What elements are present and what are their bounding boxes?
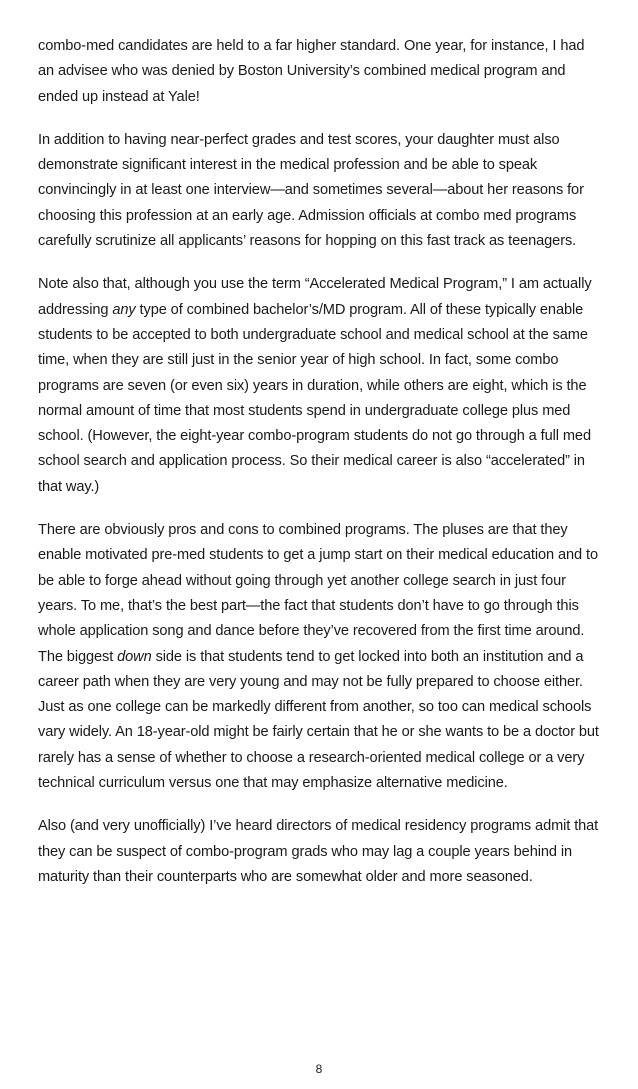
paragraph-5: [38, 814, 600, 890]
paragraph-text: In addition to having near-perfect grades and test scores, your daughter must also demonstrate significant interest in the medical profession and be able to speak convincingly in at least one interview—and sometimes several—about her reasons for choosing this profession at an early age. Admission officials at combo med programs carefully scrutinize all applicants’ reasons for hopping on this fast track as teenagers.: [38, 131, 584, 250]
paragraph-text: There are obviously pros and cons to combined programs. The pluses are that they enable motivated pre-med students to get a jump start on their medical education and to be able to forge ahead without going through yet another college search in just four years. To me, that’s the best part—the fact that students don’t have to go through this whole application song and dance before they’ve recovered from the first time around. The biggest: [38, 522, 598, 665]
paragraph-text: type of combined bachelor’s/MD program. All of these typically enable students to be accepted to both undergraduate school and medical school at the same time, when they are still just in the senior year of high school. In fact, some combo programs are seven (or even six) years in duration, while others are eight, which is the normal amount of time that most students spend in undergraduate college plus med school. (However, the eight-year combo-program students do not go through a full med school search and application process. So their medical career is also “accelerated” in that way.): [38, 301, 591, 495]
paragraph-1: [38, 34, 600, 110]
paragraph-text: combo-med candidates are held to a far higher standard. One year, for instance, I had an advisee who was denied by Boston University’s combined medical program and ended up instead at Yale!: [38, 38, 585, 105]
emphasis-text: down: [117, 648, 152, 665]
paragraph-4: [38, 518, 600, 796]
emphasis-text: any: [112, 301, 136, 318]
document-body: [38, 34, 600, 908]
paragraph-text: Also (and very unofficially) I’ve heard directors of medical residency programs admit that they can be suspect of combo-program grads who may lag a couple years behind in maturity than their counterparts who are somewhat older and more seasoned.: [38, 818, 599, 885]
paragraph-text: Note also that, although you use the term “Accelerated Medical Program,” I am actually addressing: [38, 276, 592, 318]
paragraph-2: [38, 128, 600, 254]
paragraph-3: [38, 272, 600, 500]
paragraph-text: side is that students tend to get locked into both an institution and a career path when they are very young and may not be fully prepared to choose either. Just as one college can be markedly different from another, so too can medical schools vary widely. An 18-year-old might be fairly certain that he or she wants to be a doctor but rarely has a sense of whether to choose a research-oriented medical college or a very technical curriculum versus one that may emphasize alternative medicine.: [38, 648, 599, 792]
page-number: 8: [315, 1062, 323, 1076]
